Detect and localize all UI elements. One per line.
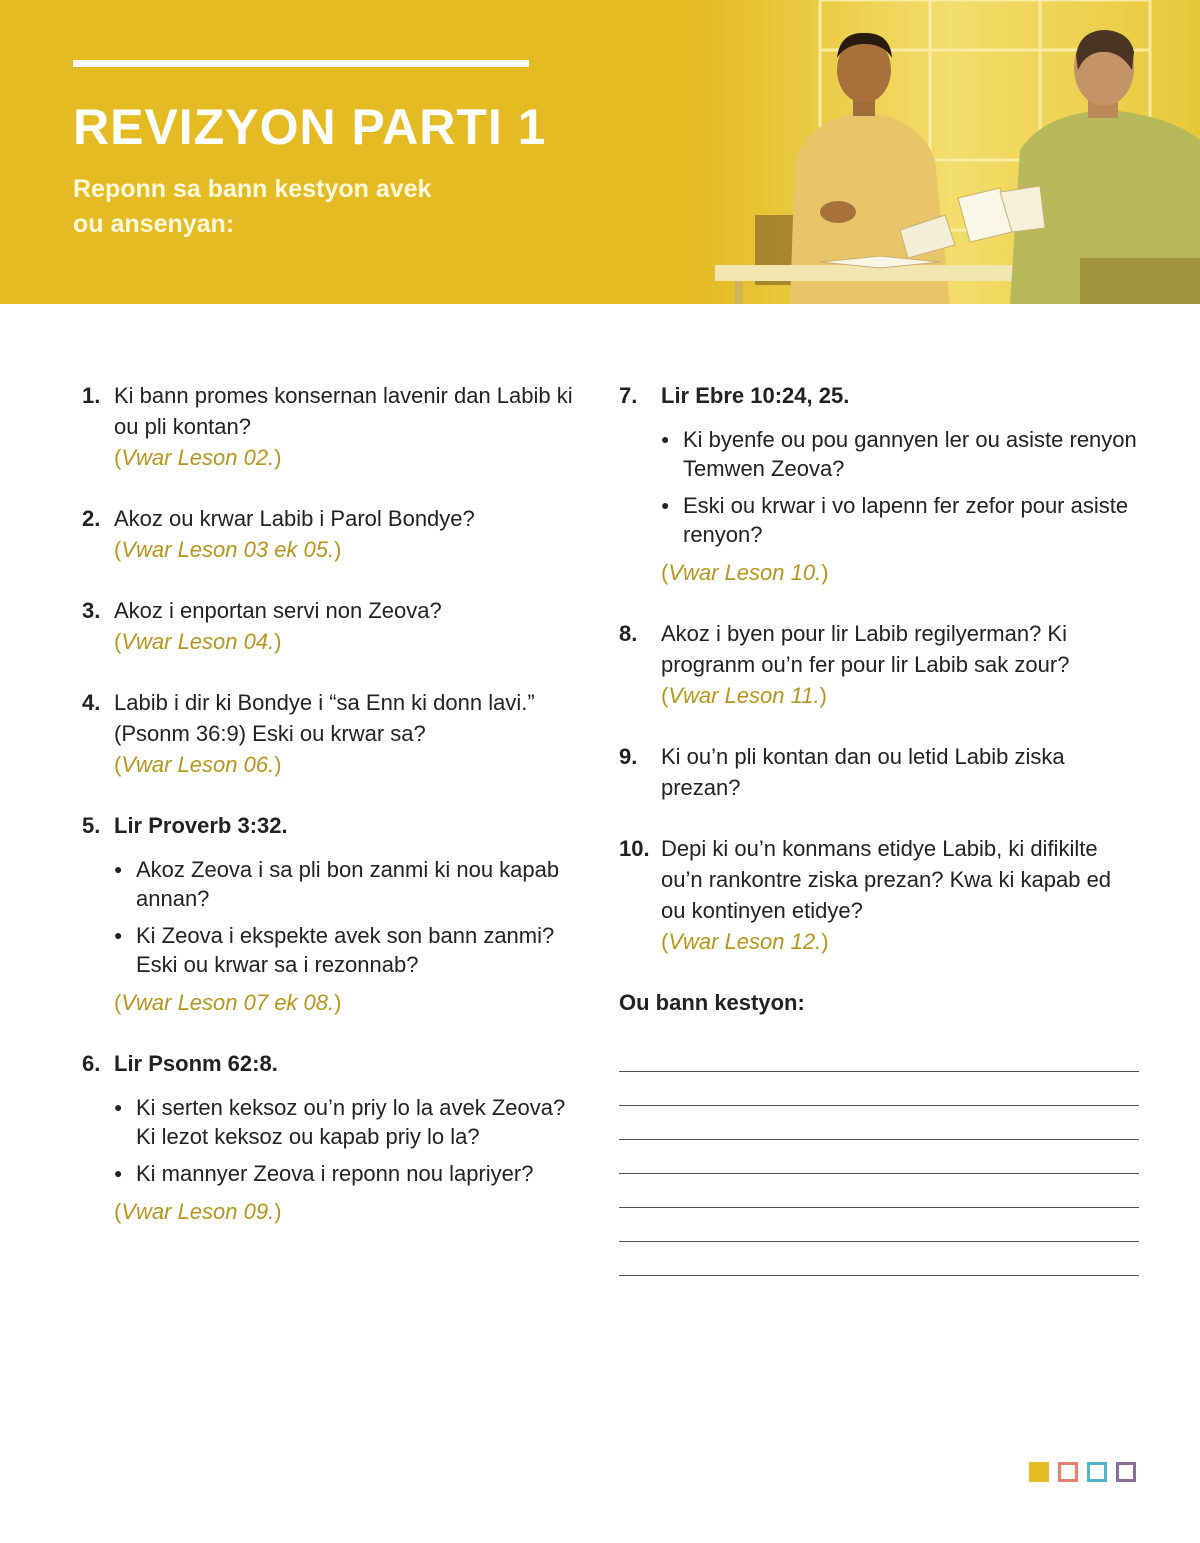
question-9 bbox=[619, 741, 1139, 803]
question-text: Akoz i byen pour lir Labib regilyerman? Ki progranm ou’n fer pour lir Labib sak zour? bbox=[661, 621, 1070, 677]
question-text: Lir Ebre 10:24, 25. bbox=[661, 383, 850, 408]
question-number: 8. bbox=[619, 621, 638, 646]
question-6 bbox=[82, 1048, 582, 1227]
question-number: 7. bbox=[619, 383, 638, 408]
lesson-reference: (Vwar Leson 12.) bbox=[661, 929, 829, 954]
question-number: 5. bbox=[82, 813, 101, 838]
title-rule bbox=[73, 60, 529, 67]
section-square-filled bbox=[1029, 1462, 1049, 1482]
question-10 bbox=[619, 833, 1139, 957]
question-number: 6. bbox=[82, 1051, 101, 1076]
lesson-reference: (Vwar Leson 02.) bbox=[114, 445, 282, 470]
sub-question-list bbox=[114, 1093, 582, 1188]
lesson-reference: (Vwar Leson 04.) bbox=[114, 629, 282, 654]
sub-question: ● Akoz Zeova i sa pli bon zanmi ki nou kapab annan? bbox=[114, 855, 582, 913]
question-text: Lir Proverb 3:32. bbox=[114, 813, 288, 838]
right-column bbox=[619, 380, 1139, 1276]
question-text: Labib i dir ki Bondye i “sa Enn ki donn lavi.” (Psonm 36:9) Eski ou krwar sa? bbox=[114, 690, 535, 746]
question-text: Ki bann promes konsernan lavenir dan Labib ki ou pli kontan? bbox=[114, 383, 573, 439]
question-number: 9. bbox=[619, 744, 638, 769]
question-7 bbox=[619, 380, 1139, 588]
lesson-reference: (Vwar Leson 11.) bbox=[661, 683, 827, 708]
section-square-outline bbox=[1087, 1462, 1107, 1482]
question-8 bbox=[619, 618, 1139, 711]
own-questions-label: Ou bann kestyon: bbox=[619, 990, 805, 1015]
page-title: REVIZYON PARTI 1 bbox=[73, 99, 547, 155]
lesson-reference: (Vwar Leson 06.) bbox=[114, 752, 282, 777]
page-subtitle: Reponn sa bann kestyon avek ou ansenyan: bbox=[73, 175, 432, 238]
answer-line[interactable] bbox=[619, 1072, 1139, 1106]
question-text: Akoz ou krwar Labib i Parol Bondye? bbox=[114, 506, 475, 531]
question-number: 10. bbox=[619, 836, 650, 861]
question-1 bbox=[82, 380, 582, 473]
sub-question-list bbox=[114, 855, 582, 979]
lesson-reference: (Vwar Leson 09.) bbox=[114, 1199, 282, 1224]
answer-line[interactable] bbox=[619, 1242, 1139, 1276]
answer-line[interactable] bbox=[619, 1208, 1139, 1242]
lesson-reference: (Vwar Leson 10.) bbox=[661, 560, 829, 585]
section-square-outline bbox=[1116, 1462, 1136, 1482]
sub-question-list bbox=[661, 425, 1139, 549]
answer-line[interactable] bbox=[619, 1038, 1139, 1072]
question-number: 2. bbox=[82, 506, 101, 531]
question-number: 1. bbox=[82, 383, 101, 408]
section-square-outline bbox=[1058, 1462, 1078, 1482]
sub-question: ● Ki byenfe ou pou gannyen ler ou asiste renyon Temwen Zeova? bbox=[661, 425, 1139, 483]
question-4 bbox=[82, 687, 582, 780]
question-5 bbox=[82, 810, 582, 1018]
question-text: Akoz i enportan servi non Zeova? bbox=[114, 598, 442, 623]
question-text: Depi ki ou’n konmans etidye Labib, ki difikilte ou’n rankontre ziska prezan? Kwa ki kapab ed ou kontinyen etidye? bbox=[661, 836, 1112, 923]
lesson-reference: (Vwar Leson 03 ek 05.) bbox=[114, 537, 342, 562]
sub-question: ● Ki mannyer Zeova i reponn nou lapriyer? bbox=[114, 1159, 582, 1188]
lesson-reference: (Vwar Leson 07 ek 08.) bbox=[114, 990, 342, 1015]
question-text: Lir Psonm 62:8. bbox=[114, 1051, 278, 1076]
question-2 bbox=[82, 503, 582, 565]
header-banner bbox=[0, 0, 1200, 304]
answer-line[interactable] bbox=[619, 1174, 1139, 1208]
sub-question: ● Ki serten keksoz ou’n priy lo la avek Zeova? Ki lezot keksoz ou kapab priy lo la? bbox=[114, 1093, 582, 1151]
question-number: 4. bbox=[82, 690, 101, 715]
answer-line[interactable] bbox=[619, 1140, 1139, 1174]
answer-lines[interactable] bbox=[619, 1038, 1139, 1276]
study-illustration bbox=[700, 0, 1200, 304]
section-indicator bbox=[1029, 1462, 1136, 1482]
question-3 bbox=[82, 595, 582, 657]
answer-line[interactable] bbox=[619, 1106, 1139, 1140]
sub-question: ● Ki Zeova i ekspekte avek son bann zanmi? Eski ou krwar sa i rezonnab? bbox=[114, 921, 582, 979]
sub-question: ● Eski ou krwar i vo lapenn fer zefor pour asiste renyon? bbox=[661, 491, 1139, 549]
left-column bbox=[82, 380, 582, 1257]
question-text: Ki ou’n pli kontan dan ou letid Labib ziska prezan? bbox=[661, 744, 1065, 800]
question-number: 3. bbox=[82, 598, 101, 623]
